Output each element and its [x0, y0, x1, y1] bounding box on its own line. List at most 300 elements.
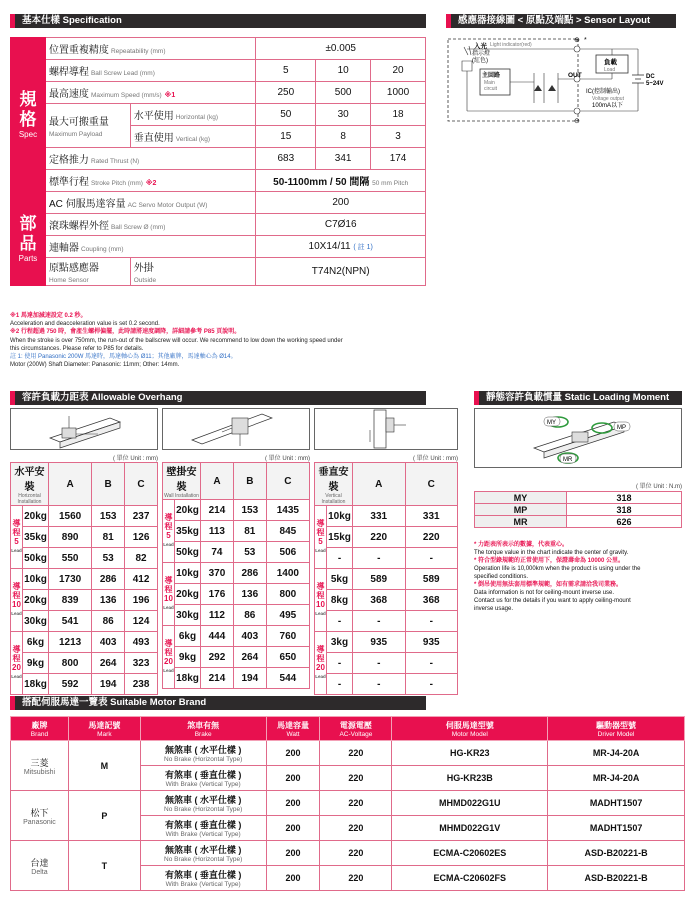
brand-en: Delta: [31, 868, 48, 876]
lead-number: 10: [316, 600, 325, 609]
table-row: [315, 506, 458, 527]
value-cell: 286: [92, 569, 125, 590]
value-cell: 589: [405, 569, 458, 590]
motor-column-header-en: Brand: [30, 730, 49, 738]
overhang-section-header: 容許負載力距表 Allowable Overhang: [10, 391, 426, 405]
brake-en: With Brake (Vertical Type): [165, 831, 241, 838]
lead-cell: [315, 632, 327, 695]
lead-value: 20: [371, 60, 426, 82]
value-cell: 286: [233, 563, 266, 584]
value-cell: 86: [233, 605, 266, 626]
payload-label: 最大可搬重量 Maximum Payload: [45, 104, 130, 148]
install-type-zh: 水平安裝: [14, 467, 45, 493]
static-notes: [474, 541, 684, 613]
load-cell: 30kg: [175, 605, 201, 626]
static-note: specified conditions.: [474, 574, 529, 580]
note-1-en: Acceleration and deacceleration value is set 0.2 second.: [10, 321, 160, 328]
value-cell: 264: [233, 647, 266, 668]
note-1-zh: ※1 馬達加減速設定 0.2 秒。: [10, 313, 87, 319]
lead-name: 導程: [164, 576, 173, 594]
lead-cell: [11, 506, 23, 569]
value-cell: 370: [201, 563, 234, 584]
value-cell: 82: [125, 548, 158, 569]
static-moment-table: [474, 491, 682, 528]
motor-column-header-en: Brake: [194, 730, 212, 738]
value-cell: 1730: [49, 569, 92, 590]
lead-number: 20: [316, 663, 325, 672]
unit-label: ( 單位 Unit : mm): [265, 456, 310, 462]
lead-label: 螺桿導程 Ball Screw Lead (mm): [45, 60, 255, 82]
my-label: MY: [547, 420, 556, 426]
driver-model-cell: ASD-B20221-B: [548, 866, 685, 891]
horizontal-label: 水平使用 Horizontal (kg): [130, 104, 256, 126]
lead-en: Lead: [11, 548, 22, 553]
lead-name: 導程: [12, 519, 21, 537]
lead-en: Lead: [163, 605, 174, 610]
load-cell: 20kg: [23, 506, 49, 527]
value-cell: 153: [233, 500, 266, 521]
ic-label-zh2: 100mA以下: [592, 103, 624, 109]
wall-overhang-table: [162, 462, 310, 689]
table-row: [11, 569, 158, 590]
lead-cell: [11, 632, 23, 695]
load-cell: 15kg: [327, 527, 353, 548]
light-label-zh2: 指示燈: [472, 51, 491, 57]
load-cell: 5kg: [327, 569, 353, 590]
load-cell: -: [327, 548, 353, 569]
sensor-wiring-diagram: [446, 33, 682, 125]
lead-value: 10: [316, 60, 371, 82]
lead-number: 20: [12, 663, 21, 672]
value-cell: 124: [125, 611, 158, 632]
horizontal-value: 18: [371, 104, 426, 126]
value-cell: 368: [405, 590, 458, 611]
static-note: Data information is not for ceiling-mount inverse use.: [474, 590, 615, 596]
home-sensor-label: 原點感應器 Home Sensor: [45, 258, 130, 286]
note-3-zh: 註 1: 使用 Panasonic 200W 馬達時，馬達軸心為 Ø11；其他廠牌，馬達軸心為 Ø14。: [10, 354, 237, 361]
table-row: [11, 632, 158, 653]
value-cell: 323: [125, 653, 158, 674]
voltage-cell: 220: [320, 791, 392, 816]
value-cell: 1435: [266, 500, 309, 521]
load-cell: -: [327, 611, 353, 632]
repeatability-label: 位置重複精度 Repeatability (mm): [45, 38, 255, 60]
load-cell: 50kg: [175, 542, 201, 563]
note-3-en: Motor (200W) Shaft Diameter: Panasonic: 11mm; Other: 14mm.: [10, 362, 180, 369]
value-cell: 292: [201, 647, 234, 668]
load-cell: 35kg: [175, 521, 201, 542]
horizontal-install-diagram: [10, 408, 158, 450]
mp-label: MP: [617, 425, 626, 431]
load-cell: 18kg: [23, 674, 49, 695]
motor-column-header: 馬達容量 Watt: [266, 717, 320, 741]
value-cell: 800: [49, 653, 92, 674]
value-cell: 136: [92, 590, 125, 611]
load-cell: 9kg: [23, 653, 49, 674]
brake-cell: 有煞車 ( 垂直仕樣 ) With Brake (Vertical Type): [140, 866, 266, 891]
brand-cell: 三菱 Mitsubishi: [11, 741, 69, 791]
value-cell: 81: [233, 521, 266, 542]
main-circuit-en1: Main: [484, 80, 495, 86]
motor-column-header: 煞車有無 Brake: [140, 717, 266, 741]
motor-row: [11, 741, 685, 766]
motor-column-header-en: Driver Model: [597, 730, 635, 738]
driver-model-cell: MR-J4-20A: [548, 766, 685, 791]
value-cell: 368: [353, 590, 406, 611]
brake-en: With Brake (Vertical Type): [165, 881, 241, 888]
lead-number: 5: [166, 531, 171, 540]
motor-row: [11, 841, 685, 866]
value-cell: 238: [125, 674, 158, 695]
vertical-value: 8: [316, 126, 371, 148]
thrust-label: 定格推力 Rated Thrust (N): [45, 148, 255, 170]
motor-section-header: 搭配伺服馬達一覽表 Suitable Motor Brand: [10, 696, 426, 710]
lead-number: 10: [164, 594, 173, 603]
watt-cell: 200: [266, 866, 320, 891]
sensor-section-header: 感應器接線圖 < 原點及端點 > Sensor Layout: [446, 14, 676, 28]
lead-en: Lead: [163, 542, 174, 547]
wall-install-diagram: [162, 408, 310, 450]
value-cell: 1400: [266, 563, 309, 584]
table-row: [163, 584, 310, 605]
static-note: inverse usage.: [474, 606, 514, 612]
brake-cell: 有煞車 ( 垂直仕樣 ) With Brake (Vertical Type): [140, 816, 266, 841]
value-cell: -: [405, 548, 458, 569]
main-circuit-zh: 主回路: [482, 73, 501, 79]
value-cell: -: [405, 674, 458, 695]
install-type-header: [11, 463, 49, 506]
motor-brand-table: [10, 716, 685, 891]
value-cell: 592: [49, 674, 92, 695]
horizontal-overhang-table: [10, 462, 158, 695]
table-row: [315, 632, 458, 653]
value-cell: 331: [353, 506, 406, 527]
watt-cell: 200: [266, 841, 320, 866]
value-cell: 196: [125, 590, 158, 611]
speed-value: 250: [256, 82, 316, 104]
voltage-cell: 220: [320, 841, 392, 866]
stroke-label: 標準行程 Stroke Pitch (mm) ※2: [45, 170, 255, 192]
value-cell: 53: [92, 548, 125, 569]
table-row: [11, 506, 158, 527]
table-row: [315, 653, 458, 674]
value-cell: 53: [233, 542, 266, 563]
value-cell: 81: [92, 527, 125, 548]
star-mark: *: [584, 37, 587, 44]
table-row: [163, 626, 310, 647]
value-cell: 403: [92, 632, 125, 653]
load-cell: 20kg: [23, 590, 49, 611]
repeatability-value: ±0.005: [256, 38, 426, 60]
brand-en: Mitsubishi: [23, 768, 56, 776]
lead-en: Lead: [315, 674, 326, 679]
unit-label: ( 單位 Unit : mm): [113, 456, 158, 462]
load-cell: 35kg: [23, 527, 49, 548]
motor-row: [11, 791, 685, 816]
load-cell: 10kg: [23, 569, 49, 590]
lead-en: Lead: [163, 668, 174, 673]
lead-number: 5: [14, 537, 19, 546]
install-type-header: [163, 463, 201, 500]
table-row: [163, 668, 310, 689]
motor-model-cell: HG-KR23B: [392, 766, 548, 791]
lead-name: 導程: [12, 582, 21, 600]
load-cell: 9kg: [175, 647, 201, 668]
brake-cell: 無煞車 ( 水平仕樣 ) No Brake (Horizontal Type): [140, 741, 266, 766]
lead-number: 10: [12, 600, 21, 609]
column-header: A: [201, 463, 234, 500]
value-cell: 506: [266, 542, 309, 563]
brake-cell: 無煞車 ( 水平仕樣 ) No Brake (Horizontal Type): [140, 841, 266, 866]
column-header: B: [233, 463, 266, 500]
motor-column-header: 馬達記號 Mark: [68, 717, 140, 741]
brand-cell: 松下 Panasonic: [11, 791, 69, 841]
static-note: * 力距表所表示的數據，代表重心。: [474, 542, 569, 548]
mark-cell: P: [68, 791, 140, 841]
brake-en: With Brake (Vertical Type): [165, 781, 241, 788]
value-cell: 112: [201, 605, 234, 626]
value-cell: 126: [125, 527, 158, 548]
spec-notes: [10, 312, 430, 369]
spec-section-header: 基本仕樣 Specification: [10, 14, 426, 28]
table-row: [11, 548, 158, 569]
column-header: B: [92, 463, 125, 506]
watt-cell: 200: [266, 816, 320, 841]
value-cell: 194: [92, 674, 125, 695]
motor-model-cell: MHMD022G1V: [392, 816, 548, 841]
table-row: [315, 548, 458, 569]
load-cell: 10kg: [327, 506, 353, 527]
value-cell: -: [353, 548, 406, 569]
table-row: [315, 569, 458, 590]
load-cell: 10kg: [175, 563, 201, 584]
load-cell: 3kg: [327, 632, 353, 653]
motor-model-cell: ECMA-C20602FS: [392, 866, 548, 891]
load-cell: 6kg: [23, 632, 49, 653]
install-type-header: [315, 463, 353, 506]
speed-value: 500: [316, 82, 371, 104]
column-header: A: [49, 463, 92, 506]
value-cell: -: [353, 653, 406, 674]
lead-cell: [163, 500, 175, 563]
static-note: * 符合型錄規範的正常使用下，保證壽命為 10000 公里。: [474, 558, 625, 564]
static-note: Operation life is 10,000km when the product is using under the: [474, 566, 641, 572]
brand-en: Panasonic: [23, 818, 56, 826]
install-type-zh: 壁掛安裝: [166, 467, 197, 493]
lead-name: 導程: [164, 639, 173, 657]
table-row: [11, 527, 158, 548]
motor-column-header: 廠牌 Brand: [11, 717, 69, 741]
stroke-value: 50-1100mm / 50 間隔 50 mm Pitch: [256, 170, 426, 192]
table-row: [315, 527, 458, 548]
static-value: 318: [567, 492, 682, 504]
lead-name: 導程: [316, 582, 325, 600]
overhang-header-row: [11, 463, 158, 506]
value-cell: 589: [353, 569, 406, 590]
note-2-en: this circumstances. Please refer to P85 for details.: [10, 345, 144, 352]
column-header: C: [266, 463, 309, 500]
driver-model-cell: MR-J4-20A: [548, 741, 685, 766]
value-cell: 495: [266, 605, 309, 626]
table-row: [11, 653, 158, 674]
static-moment-diagram: [474, 408, 682, 468]
motor-model-cell: HG-KR23: [392, 741, 548, 766]
value-cell: 493: [125, 632, 158, 653]
install-type-en: Wall Installation: [164, 493, 199, 499]
outside-label: 外掛 Outside: [130, 258, 256, 286]
lead-value: 5: [256, 60, 316, 82]
static-value: 318: [567, 504, 682, 516]
lead-name: 導程: [12, 645, 21, 663]
value-cell: 550: [49, 548, 92, 569]
coupling-value: 10X14/11 ( 註 1): [256, 236, 426, 258]
motor-model-cell: ECMA-C20602ES: [392, 841, 548, 866]
motor-column-header: 伺服馬達型號 Motor Model: [392, 717, 548, 741]
column-header: C: [405, 463, 458, 506]
lead-name: 導程: [316, 645, 325, 663]
light-label-zh3: (紅色): [472, 58, 488, 64]
driver-model-cell: MADHT1507: [548, 791, 685, 816]
vertical-value: 3: [371, 126, 426, 148]
lead-cell: [11, 569, 23, 632]
horizontal-value: 50: [256, 104, 316, 126]
coupling-label: 連軸器 Coupling (mm): [45, 236, 255, 258]
watt-cell: 200: [266, 741, 320, 766]
servo-value: 200: [256, 192, 426, 214]
value-cell: 220: [405, 527, 458, 548]
plus-terminal: ⊕: [574, 37, 580, 44]
ballscrew-label: 滾珠螺桿外徑 Ball Screw Ø (mm): [45, 214, 255, 236]
lead-en: Lead: [11, 611, 22, 616]
brake-cell: 無煞車 ( 水平仕樣 ) No Brake (Horizontal Type): [140, 791, 266, 816]
motor-column-header: 驅動器型號 Driver Model: [548, 717, 685, 741]
value-cell: 214: [201, 668, 234, 689]
table-row: [163, 605, 310, 626]
table-row: [11, 590, 158, 611]
value-cell: 264: [92, 653, 125, 674]
motor-column-header-en: Motor Model: [451, 730, 488, 738]
mark-cell: M: [68, 741, 140, 791]
value-cell: 760: [266, 626, 309, 647]
value-cell: 839: [49, 590, 92, 611]
mark-cell: T: [68, 841, 140, 891]
value-cell: 74: [201, 542, 234, 563]
value-cell: 403: [233, 626, 266, 647]
lead-cell: [163, 563, 175, 626]
value-cell: 220: [353, 527, 406, 548]
load-cell: -: [327, 674, 353, 695]
motor-header-row: [11, 717, 685, 741]
main-circuit-en2: circuit: [484, 86, 498, 92]
column-header: C: [125, 463, 158, 506]
install-type-en: Horizontal Installation: [17, 493, 42, 505]
value-cell: 935: [405, 632, 458, 653]
ic-label-zh: IC(控制輸出): [586, 89, 620, 95]
motor-column-header: 電源電壓 AC-Voltage: [320, 717, 392, 741]
install-type-zh: 垂直安裝: [318, 467, 349, 493]
static-value: 626: [567, 516, 682, 528]
brand-cell: 台達 Delta: [11, 841, 69, 891]
table-row: [163, 500, 310, 521]
lead-cell: [315, 506, 327, 569]
mr-label: MR: [563, 457, 573, 463]
driver-model-cell: MADHT1507: [548, 816, 685, 841]
table-row: [163, 542, 310, 563]
thrust-value: 174: [371, 148, 426, 170]
value-cell: 444: [201, 626, 234, 647]
unit-label-nm: ( 單位 Unit : N.m): [636, 484, 682, 490]
brake-en: No Brake (Horizontal Type): [164, 806, 243, 813]
value-cell: 136: [233, 584, 266, 605]
voltage-cell: 220: [320, 741, 392, 766]
value-cell: 845: [266, 521, 309, 542]
value-cell: 541: [49, 611, 92, 632]
home-sensor-value: T74N2(NPN): [256, 258, 426, 286]
thrust-value: 683: [256, 148, 316, 170]
driver-model-cell: ASD-B20221-B: [548, 841, 685, 866]
table-row: [163, 521, 310, 542]
static-note: * 倒吊使用無法套用標準規範，如有需求請洽我司業務。: [474, 582, 623, 588]
motor-column-header-en: Mark: [97, 730, 112, 738]
servo-label: AC 伺服馬達容量 AC Servo Motor Output (W): [45, 192, 255, 214]
static-key: MP: [475, 504, 567, 516]
load-cell: 50kg: [23, 548, 49, 569]
table-row: [315, 611, 458, 632]
value-cell: 800: [266, 584, 309, 605]
load-cell: 6kg: [175, 626, 201, 647]
lead-en: Lead: [11, 674, 22, 679]
vertical-install-diagram: [314, 408, 458, 450]
value-cell: -: [405, 611, 458, 632]
load-cell: 20kg: [175, 500, 201, 521]
table-row: [11, 611, 158, 632]
table-row: [163, 647, 310, 668]
value-cell: 86: [92, 611, 125, 632]
vertical-label: 垂直使用 Vertical (kg): [130, 126, 256, 148]
value-cell: -: [353, 674, 406, 695]
value-cell: -: [405, 653, 458, 674]
ballscrew-value: C7Ø16: [256, 214, 426, 236]
ic-label-en: Voltage output: [592, 96, 624, 102]
voltage-cell: 220: [320, 866, 392, 891]
value-cell: 194: [233, 668, 266, 689]
table-row: [163, 563, 310, 584]
vertical-overhang-table: [314, 462, 458, 695]
minus-terminal: ⊖: [574, 118, 580, 125]
value-cell: 1213: [49, 632, 92, 653]
brake-en: No Brake (Horizontal Type): [164, 756, 243, 763]
load-cell: 30kg: [23, 611, 49, 632]
overhang-header-row: [163, 463, 310, 500]
value-cell: 935: [353, 632, 406, 653]
watt-cell: 200: [266, 766, 320, 791]
column-header: A: [353, 463, 406, 506]
static-note: Contact us for the details if you want to apply ceiling-mount: [474, 598, 631, 604]
value-cell: 412: [125, 569, 158, 590]
light-label-zh: 入光: [474, 43, 487, 50]
lead-cell: [315, 569, 327, 632]
motor-column-header-en: Watt: [286, 730, 300, 738]
table-row: [315, 590, 458, 611]
value-cell: 1560: [49, 506, 92, 527]
load-cell: 20kg: [175, 584, 201, 605]
load-label-en: Load: [604, 67, 616, 73]
value-cell: 176: [201, 584, 234, 605]
motor-column-header-en: AC-Voltage: [339, 730, 373, 738]
out-terminal: OUT: [568, 72, 582, 79]
lead-en: Lead: [315, 611, 326, 616]
value-cell: -: [353, 611, 406, 632]
